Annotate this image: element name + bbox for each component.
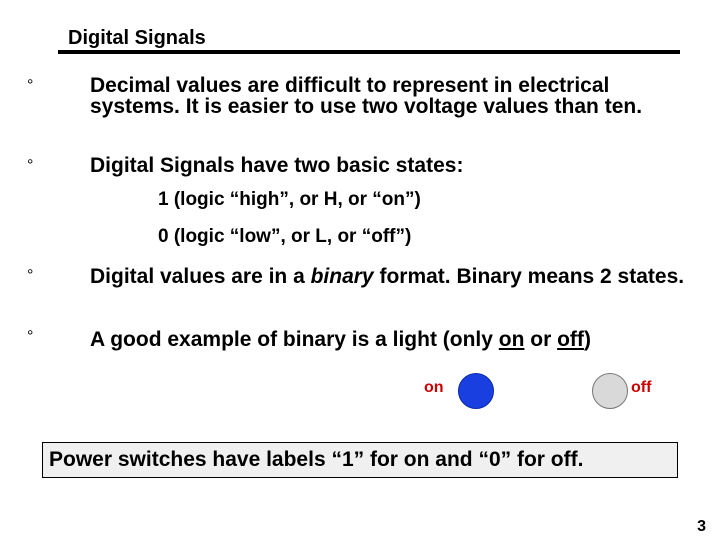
title-underline	[58, 50, 680, 54]
power-switch-notice: Power switches have labels “1” for on and “0” for off.	[42, 442, 678, 478]
bullet-marker: °	[27, 77, 34, 94]
off-word: off	[557, 328, 584, 351]
bullet-1-text: Decimal values are difficult to represent in electrical systems. It is easier to use two voltage values than ten.	[90, 74, 643, 118]
bullet-3-text-start: Digital values are in a	[90, 265, 311, 288]
lamp-off-label: off	[631, 379, 652, 396]
bullet-marker: °	[27, 328, 34, 345]
bullet-4-text-end: )	[583, 328, 591, 351]
bullet-4-text	[90, 329, 700, 350]
bullet-marker: °	[27, 267, 34, 284]
bullet-3-text-end: format. Binary means 2 states.	[373, 265, 685, 288]
lamp-on-icon	[458, 373, 494, 409]
bullet-2-text: Digital Signals have two basic states:	[90, 154, 464, 177]
bullet-3-text	[90, 266, 700, 287]
lamp-off-icon	[592, 373, 628, 409]
state-low-line: 0 (logic “low”, or L, or “off”)	[158, 226, 412, 247]
bullet-4-text-middle: or	[524, 328, 558, 351]
slide-title: Digital Signals	[68, 27, 206, 49]
bullet-marker: °	[27, 157, 34, 174]
lamp-on-label: on	[424, 379, 444, 396]
page-number: 3	[697, 518, 706, 535]
state-high-line: 1 (logic “high”, or H, or “on”)	[158, 189, 421, 210]
binary-term: binary	[310, 265, 374, 288]
bullet-4-text-start: A good example of binary is a light (only	[90, 328, 499, 351]
on-word: on	[498, 328, 525, 351]
